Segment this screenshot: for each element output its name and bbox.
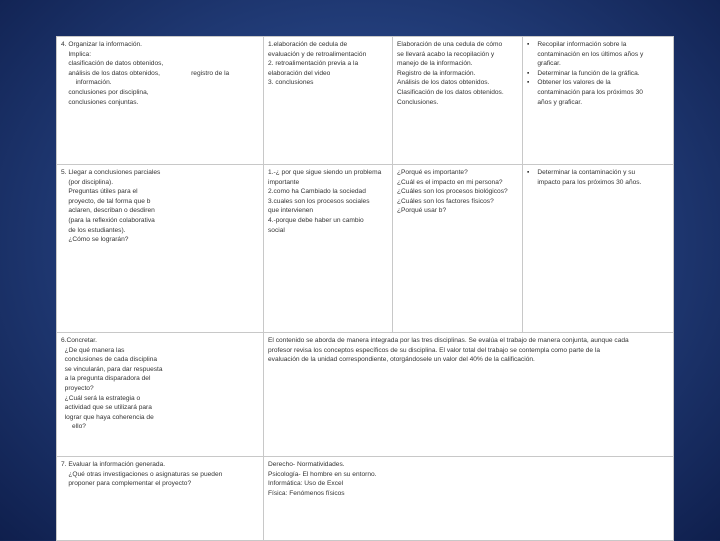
- table-row: [57, 165, 674, 333]
- text-line: 2. retroalimentación previa a la: [268, 60, 359, 68]
- bullet-text: Determinar la contaminación y su: [537, 169, 636, 176]
- text-line: Análisis de los datos obtenidos.: [397, 79, 490, 87]
- bullet-text: Determinar la función de la gráfica.: [537, 69, 640, 77]
- text-line: social: [268, 226, 285, 234]
- text-line: Elaboración de una cedula de cómo: [397, 41, 503, 48]
- objectives-cell: [523, 37, 674, 165]
- text-line: (para la reflexión colaborativa: [61, 216, 155, 224]
- bullet-item: [527, 78, 669, 107]
- text-line: ¿Qué otras investigaciones o asignaturas se pueden: [61, 470, 223, 478]
- text-line: que intervienen: [268, 207, 314, 215]
- text-line: Derecho- Normatividades.: [268, 461, 345, 468]
- bullet-item: [527, 69, 669, 79]
- bullet-text: impacto para los próximos 30 años.: [537, 178, 642, 186]
- tasks-cell: [393, 37, 523, 165]
- bullet-text: contaminación en los últimos años y: [537, 50, 644, 58]
- activities-cell: [264, 165, 393, 333]
- text-line: Física: Fenómenos físicos: [268, 489, 345, 497]
- step-cell: [57, 333, 264, 457]
- slide: [56, 36, 673, 540]
- description-cell: [264, 457, 674, 541]
- text-line: Registro de la información.: [397, 69, 476, 77]
- table-row: [57, 37, 674, 165]
- text-line: 4. Organizar la información.: [61, 41, 142, 48]
- text-line: ¿Porqué usar b?: [397, 207, 447, 215]
- text-line: ¿Cuál será la estrategia o: [61, 394, 141, 402]
- step-cell: [57, 457, 264, 541]
- text-line: manejo de la información.: [397, 60, 473, 68]
- text-line: Implica:: [61, 50, 92, 58]
- text-line: evaluación y de retroalimentación: [268, 50, 367, 58]
- text-line: Preguntas útiles para el: [61, 188, 138, 196]
- bullet-item: [527, 168, 669, 187]
- objectives-cell: [523, 165, 674, 333]
- text-line: ¿Cómo se lograrán?: [61, 236, 129, 244]
- text-line: profesor revisa los conceptos específicos de su disciplina. El valor total del trabajo se contempla como parte de la: [268, 346, 601, 354]
- text-line: evaluación de la unidad correspondiente, otorgándosele un valor del 40% de la calificación.: [268, 356, 535, 364]
- text-line: clasificación de datos obtenidos,: [61, 60, 164, 68]
- text-line: actividad que se utilizará para: [61, 404, 152, 412]
- text-line: 3. conclusiones: [268, 79, 314, 87]
- bullet-icon: ▪: [527, 79, 530, 87]
- text-line: Conclusiones.: [397, 98, 439, 106]
- text-line: información.: [61, 79, 112, 87]
- text-line: conclusiones conjuntas.: [61, 98, 139, 106]
- text-line: Clasificación de los datos obtenidos.: [397, 88, 504, 96]
- text-line: lograr que haya coherencia de: [61, 413, 154, 421]
- step-cell: [57, 37, 264, 165]
- bullet-text: graficar.: [537, 60, 561, 68]
- text-line: aclaren, describan o desdiren: [61, 207, 155, 215]
- text-line: conclusiones por disciplina,: [61, 88, 149, 96]
- text-line: El contenido se aborda de manera integrada por las tres disciplinas. Se evalúa el trabajo de manera conjunta, aunque cada: [268, 337, 629, 344]
- bullet-text: contaminación para los próximos 30: [537, 88, 643, 96]
- text-line: ello?: [61, 423, 86, 431]
- table-row: [57, 333, 674, 457]
- text-line: se vincularán, para dar respuesta: [61, 365, 163, 373]
- text-line: proponer para complementar el proyecto?: [61, 480, 192, 488]
- text-line: a la pregunta disparadora del: [61, 375, 151, 383]
- text-line: 1.-¿ por que sigue siendo un problema: [268, 169, 382, 176]
- text-line: conclusiones de cada disciplina: [61, 356, 158, 364]
- text-line: ¿Cuál es el impacto en mi persona?: [397, 178, 503, 186]
- bullet-text: años y graficar.: [537, 98, 583, 106]
- bullet-icon: ▪: [527, 169, 530, 176]
- bullet-text: Obtener los valores de la: [537, 79, 611, 87]
- activities-cell: [264, 37, 393, 165]
- text-line: 6.Concretar.: [61, 337, 97, 344]
- text-line: se llevará acabo la recopilación y: [397, 50, 495, 58]
- text-line: proyecto?: [61, 384, 94, 392]
- text-line: ¿Cuáles son los factores físicos?: [397, 197, 494, 205]
- bullet-item: [527, 40, 669, 69]
- text-line: Psicología- El hombre en su entorno.: [268, 470, 377, 478]
- text-line: análisis de los datos obtenidos, registro de la: [61, 69, 230, 77]
- text-line: 4.-porque debe haber un cambio: [268, 216, 364, 224]
- tasks-cell: [393, 165, 523, 333]
- bullet-icon: ▪: [527, 41, 530, 48]
- bullet-icon: ▪: [527, 69, 530, 77]
- bullet-text: Recopilar información sobre la: [537, 41, 627, 48]
- text-line: proyecto, de tal forma que b: [61, 197, 151, 205]
- text-line: 2.como ha Cambiado la sociedad: [268, 188, 366, 196]
- description-cell: [264, 333, 674, 457]
- text-line: importante: [268, 178, 300, 186]
- text-line: ¿De qué manera las: [61, 346, 125, 354]
- text-line: 3.cuales son los procesos sociales: [268, 197, 370, 205]
- text-line: ¿Cuáles son los procesos biológicos?: [397, 188, 508, 196]
- table-row: [57, 457, 674, 541]
- text-line: (por disciplina).: [61, 178, 114, 186]
- text-line: Informática: Uso de Excel: [268, 480, 344, 488]
- text-line: 5. Llegar a conclusiones parciales: [61, 169, 161, 176]
- text-line: elaboración del video: [268, 69, 331, 77]
- text-line: 1.elaboración de cedula de: [268, 41, 348, 48]
- text-line: de los estudiantes).: [61, 226, 126, 234]
- text-line: 7. Evaluar la información generada.: [61, 461, 166, 468]
- text-line: ¿Porqué es importante?: [397, 169, 468, 176]
- content-table: [56, 36, 674, 541]
- step-cell: [57, 165, 264, 333]
